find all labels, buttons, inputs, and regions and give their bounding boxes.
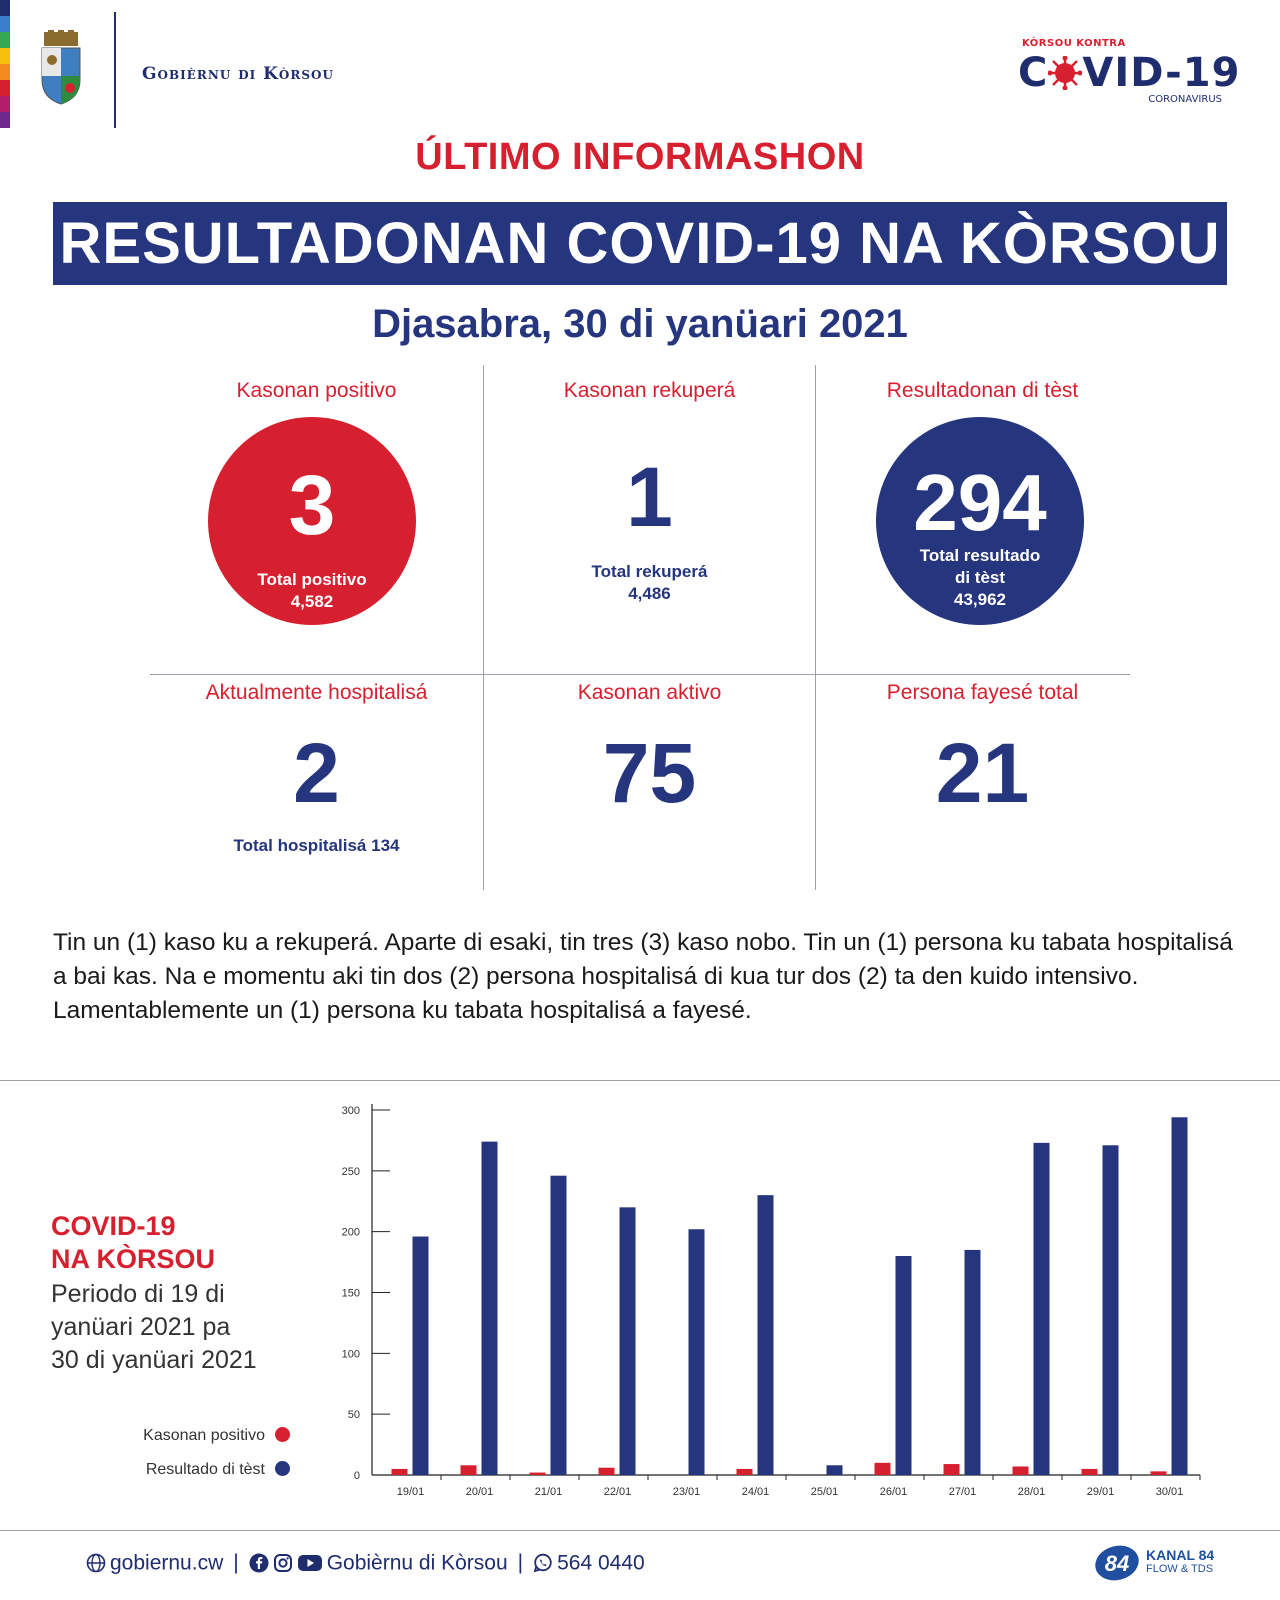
bar-test (1103, 1145, 1119, 1475)
bar-positivo (1151, 1471, 1167, 1475)
whatsapp-icon[interactable] (533, 1553, 553, 1573)
chart-side-period-2: yanüari 2021 pa (51, 1313, 231, 1341)
footer-website[interactable]: gobiernu.cw (110, 1551, 224, 1575)
x-tick-label: 27/01 (948, 1486, 977, 1498)
bar-positivo (1013, 1466, 1029, 1475)
stat-positivo (150, 365, 483, 665)
chart-side-panel (51, 1210, 311, 1377)
legend-positivo-dot-icon (275, 1427, 290, 1442)
kanal84-logo (1094, 1543, 1224, 1587)
stat-positivo-value: 3 (288, 458, 336, 552)
chart-side-period-3: 30 di yanüari 2021 (51, 1346, 257, 1374)
bar-test (689, 1229, 705, 1475)
x-tick-label: 24/01 (741, 1486, 770, 1498)
bar-test (482, 1142, 498, 1475)
report-date: Djasabra, 30 di yanüari 2021 (372, 302, 908, 346)
x-tick-label: 20/01 (465, 1486, 494, 1498)
main-banner: RESULTADONAN COVID-19 NA KÒRSOU (53, 202, 1227, 285)
y-tick-label: 250 (341, 1165, 360, 1178)
stat-aktivo (483, 675, 816, 820)
footer-phone[interactable]: 564 0440 (557, 1551, 645, 1575)
covid-logo-kontra: KÒRSOU KONTRA (1022, 38, 1126, 49)
kanal84-badge-text: 84 (1104, 1551, 1130, 1576)
section-divider (0, 1080, 1280, 1081)
bar-positivo (599, 1468, 615, 1475)
stat-hospital-total: Total hospitalisá 134 (233, 836, 400, 855)
facebook-icon[interactable] (249, 1553, 269, 1573)
kanal84-sub: FLOW & TDS (1146, 1563, 1214, 1575)
stat-rekupera-value: 1 (626, 450, 673, 544)
bar-positivo (875, 1463, 891, 1475)
bar-test (1034, 1143, 1050, 1475)
kanal84-name: KANAL 84 (1146, 1547, 1215, 1563)
stats-grid (150, 365, 1130, 890)
bar-test (896, 1256, 912, 1475)
y-tick-label: 0 (353, 1470, 360, 1482)
coat-of-arms-icon (38, 30, 84, 106)
legend-test (90, 1461, 290, 1479)
covid-logo-word (1018, 50, 1240, 96)
stat-hospital (150, 675, 483, 857)
stat-hospital-label: Aktualmente hospitalisá (205, 681, 428, 704)
x-tick-label: 19/01 (396, 1486, 425, 1498)
bar-positivo (737, 1469, 753, 1475)
summary-paragraph: Tin un (1) kaso ku a rekuperá. Aparte di esaki, tin tres (3) kaso nobo. Tin un (1) persona ku tabata hospitalisá a bai kas. Na e momentu aki tin dos (2) persona hospitalisá di kua tur dos (2) ta den kuido intensivo. Lamentablemente un (1) persona ku tabata hospitalisá a fayesé. (53, 929, 1233, 1024)
header-divider (114, 12, 116, 128)
stat-test-label: Resultadonan di tèst (886, 379, 1079, 402)
footer-divider (0, 1530, 1280, 1531)
legend-test-dot-icon (275, 1461, 290, 1476)
bar-test (758, 1195, 774, 1475)
stat-aktivo-label: Kasonan aktivo (577, 681, 722, 704)
stat-test-total-label-2: di tèst (954, 568, 1006, 587)
footer: gobiernu.cw | Gobièrnu di Kòrsou | 564 0440 (86, 1551, 645, 1575)
stat-fayese (816, 675, 1149, 820)
bar-positivo (530, 1473, 546, 1475)
chart-side-title-2: NA KÒRSOU (51, 1244, 216, 1274)
bar-positivo (392, 1469, 408, 1475)
bar-test (827, 1465, 843, 1475)
stat-positivo-label: Kasonan positivo (236, 379, 397, 402)
instagram-icon[interactable] (273, 1553, 293, 1573)
stat-test (816, 365, 1149, 665)
footer-social[interactable]: Gobièrnu di Kòrsou (326, 1551, 508, 1575)
bar-positivo (944, 1464, 960, 1475)
covid-logo-word-pre: C (1018, 50, 1049, 96)
bar-positivo (1082, 1469, 1098, 1475)
stat-test-circle (876, 417, 1084, 625)
bar-test (551, 1176, 567, 1475)
covid-logo-sub: CORONAVIRUS (1148, 94, 1222, 105)
bar-test (620, 1207, 636, 1475)
stat-positivo-circle (208, 417, 416, 625)
bar-test (965, 1250, 981, 1475)
stat-hospital-value: 2 (293, 726, 340, 820)
kanal84-badge-icon (1094, 1543, 1140, 1583)
y-tick-label: 50 (347, 1409, 360, 1422)
stat-test-total-label-1: Total resultado (919, 546, 1041, 565)
x-tick-label: 28/01 (1017, 1486, 1046, 1498)
youtube-icon[interactable] (297, 1553, 323, 1573)
covid-logo (1018, 36, 1241, 106)
globe-icon (86, 1553, 106, 1573)
chart-side-title-1: COVID-19 (51, 1211, 176, 1241)
stat-fayese-value: 21 (935, 726, 1030, 820)
legend-positivo (90, 1427, 290, 1445)
x-tick-label: 26/01 (879, 1486, 908, 1498)
stat-rekupera-total-label: Total rekuperá (591, 562, 708, 581)
stat-test-total-value: 43,962 (954, 590, 1006, 609)
y-tick-label: 100 (341, 1348, 360, 1361)
header (0, 0, 1280, 130)
bar-test (1172, 1117, 1188, 1475)
y-tick-label: 150 (341, 1287, 360, 1300)
legend-test-label: Resultado di tèst (145, 1461, 265, 1478)
x-tick-label: 25/01 (810, 1486, 839, 1498)
bar-chart (320, 1100, 1240, 1520)
ultimo-heading: ÚLTIMO INFORMASHON (415, 136, 865, 178)
bar-test (413, 1237, 429, 1475)
chart-side-period-1: Periodo di 19 di (51, 1280, 225, 1308)
x-tick-label: 23/01 (672, 1486, 701, 1498)
legend-positivo-label: Kasonan positivo (143, 1427, 265, 1444)
stat-positivo-total-label: Total positivo (257, 570, 367, 589)
stat-rekupera (483, 365, 816, 665)
virus-icon (1048, 56, 1082, 90)
stat-fayese-label: Persona fayesé total (886, 681, 1079, 704)
x-tick-label: 30/01 (1155, 1486, 1184, 1498)
stat-rekupera-label: Kasonan rekuperá (563, 379, 736, 402)
stat-positivo-total-value: 4,582 (290, 592, 334, 611)
stat-rekupera-total-value: 4,486 (628, 584, 671, 603)
bar-positivo (461, 1465, 477, 1475)
y-tick-label: 300 (341, 1105, 360, 1117)
x-tick-label: 21/01 (534, 1486, 563, 1498)
y-tick-label: 200 (341, 1226, 360, 1239)
covid-logo-word-post: VID-19 (1082, 50, 1241, 96)
x-tick-label: 29/01 (1086, 1486, 1115, 1498)
government-name: Gobièrnu di Kòrsou (142, 64, 334, 84)
stat-aktivo-value: 75 (602, 726, 697, 820)
x-tick-label: 22/01 (603, 1486, 632, 1498)
stat-test-value: 294 (913, 458, 1047, 547)
